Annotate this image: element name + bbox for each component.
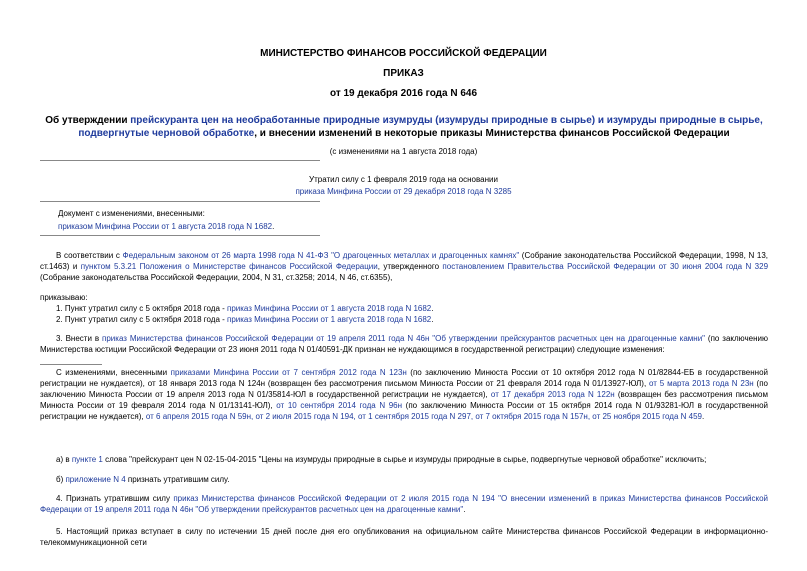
order-46n-link[interactable]: приказ Министерства финансов Российской Федерации от 19 апреля 2011 года N 46н "Об утверждении прейскурантов расчетных цен на драгоценные камни" xyxy=(102,334,706,343)
paragraph-3: 3. Внести в приказ Министерства финансов Российской Федерации от 19 апреля 2011 года N 46н "Об утверждении прейскурантов расчетных цен на драгоценные камни" (по заключению Министерства юстиции Российской Федерации от 23 июня 2011 года N 01/40591-ДК признан не нуждающимся в государственной регистрации) следующие изменения: xyxy=(40,334,768,354)
changes-note: (с изменениями на 1 августа 2018 года) xyxy=(329,147,478,156)
decree-link[interactable]: постановлением Правительства Российской Федерации от 30 июня 2004 года N 329 xyxy=(442,262,769,271)
preamble-paragraph: В соответствии с Федеральным законом от 26 марта 1998 года N 41-ФЗ "О драгоценных металлах и драгоценных камнях" (Собрание законодательства Российской Федерации, 1998, N 13, ст.1463) и пунктом 5.3.21 Положения о Министерстве финансов Российской Федерации, утвержденного постановлением Правительства Российской Федерации от 30 июня 2004 года N 329 (Собрание законодательства Российской Федерации, 2004, N 31, ст.3258; 2014, N 46, ст.6355), xyxy=(40,251,769,282)
divider xyxy=(40,235,320,236)
point-1-link[interactable]: пункте 1 xyxy=(71,455,103,464)
divider xyxy=(40,201,320,202)
item-2: 2. Пункт утратил силу с 5 октября 2018 года - приказ Минфина России от 1 августа 2018 года N 1682. xyxy=(56,315,434,324)
doc-changes-link[interactable]: приказом Минфина России от 1 августа 2018 года N 1682 xyxy=(58,222,273,231)
order-194-link[interactable]: приказ Министерства финансов Российской Федерации от 2 июля 2015 года N 194 "О внесении изменений в приказ Министерства финансов Российской Федерации от 19 апреля 2011 года N 46н "Об утверждении прейскурантов расчетных цен на драгоценные камни" xyxy=(40,494,769,514)
doc-changes-ref: приказом Минфина России от 1 августа 2018 года N 1682. xyxy=(58,222,275,231)
paragraph-4: 4. Признать утратившим силу приказ Министерства финансов Российской Федерации от 2 июля 2015 года N 194 "О внесении изменений в приказ Министерства финансов Российской Федерации от 19 апреля 2011 года N 46н "Об утверждении прейскурантов расчетных цен на драгоценные камни". xyxy=(40,494,769,514)
law-link[interactable]: Федеральным законом от 26 марта 1998 года N 41-ФЗ "О драгоценных металлах и драгоценных камнях" xyxy=(122,251,520,260)
appendix-4-link[interactable]: приложение N 4 xyxy=(65,475,126,484)
order-word: приказываю: xyxy=(40,293,88,302)
item-1: 1. Пункт утратил силу с 5 октября 2018 года - приказ Минфина России от 1 августа 2018 года N 1682. xyxy=(56,304,434,313)
document-title: Об утверждении прейскуранта цен на необработанные природные изумруды (изумруды природные в сырье) и изумруды природные в сырье, подвергнутые черновой обработке, и внесении изменений в некоторые приказы Министерства финансов Российской Федерации xyxy=(45,115,763,139)
title-link[interactable]: прейскуранта цен на необработанные природные изумруды (изумруды природные в сырье) и изумруды природные в сырье, подвергнутые черновой обработке xyxy=(78,115,763,139)
footnote-link-2[interactable]: от 5 марта 2013 года N 23н xyxy=(649,379,754,388)
ministry-heading: МИНИСТЕРСТВО ФИНАНСОВ РОССИЙСКОЙ ФЕДЕРАЦИИ xyxy=(260,48,547,59)
paragraph-a: а) в пункте 1 слова "прейскурант цен N 02-15-04-2015 "Цены на изумруды природные в сырье и изумруды природные в сырье, подвергнутые черновой обработке" исключить; xyxy=(56,455,707,464)
item-2-link[interactable]: приказ Минфина России от 1 августа 2018 года N 1682 xyxy=(227,315,432,324)
footnote-link-4[interactable]: от 10 сентября 2014 года N 96н xyxy=(276,401,403,410)
doc-changes-label: Документ с изменениями, внесенными: xyxy=(58,209,205,218)
footnote-link-3[interactable]: от 17 декабря 2013 года N 122н xyxy=(490,390,615,399)
footnote-link-1[interactable]: приказами Минфина России от 7 сентября 2012 года N 123н xyxy=(170,368,407,377)
doc-type-heading: ПРИКАЗ xyxy=(383,68,424,79)
divider xyxy=(40,160,320,161)
regulation-link[interactable]: пунктом 5.3.21 Положения о Министерстве финансов Российской Федерации xyxy=(80,262,378,271)
footnote-link-5[interactable]: от 6 апреля 2015 года N 59н, от 2 июля 2015 года N 194, от 1 сентября 2015 года N 297, от 7 октября 2015 года N 157н, от 25 ноября 2015 года N 459 xyxy=(145,412,702,421)
paragraph-b: б) приложение N 4 признать утратившим силу. xyxy=(56,475,230,484)
footnote-paragraph: С изменениями, внесенными приказами Минфина России от 7 сентября 2012 года N 123н (по заключению Минюста России от 10 октября 2012 года N 01/82844-ЕБ в государственной регистрации не нуждается), от 18 января 2013 года N 124н (возвращен без рассмотрения письмом Минюста России от 21 февраля 2014 года N 01/13927-ЮЛ), от 5 марта 2013 года N 23н (по заключению Минюста России от 19 апреля 2013 года N 01/35814-ЮЛ в государственной регистрации не нуждается), от 17 декабря 2013 года N 122н (возвращен без рассмотрения письмом Минюста России от 19 февраля 2014 года N 01/13141-ЮЛ), от 10 сентября 2014 года N 96н (по заключению Минюста России от 15 октября 2014 года N 01/93281-ЮЛ в государственной регистрации не нуждается), от 6 апреля 2015 года N 59н, от 2 июля 2015 года N 194, от 1 сентября 2015 года N 297, от 7 октября 2015 года N 157н, от 25 ноября 2015 года N 459. xyxy=(40,368,769,421)
paragraph-5: 5. Настоящий приказ вступает в силу по истечении 15 дней после дня его опубликования на официальном сайте Министерства финансов Российской Федерации в информационно-телекоммуникационной сети xyxy=(40,527,768,547)
date-number-heading: от 19 декабря 2016 года N 646 xyxy=(329,88,478,99)
footnote-divider xyxy=(40,364,102,365)
lost-force-link[interactable]: приказа Минфина России от 29 декабря 2018 года N 3285 xyxy=(295,187,512,196)
lost-force-text: Утратил силу с 1 февраля 2019 года на основании xyxy=(309,175,498,184)
item-1-link[interactable]: приказ Минфина России от 1 августа 2018 года N 1682 xyxy=(227,304,432,313)
